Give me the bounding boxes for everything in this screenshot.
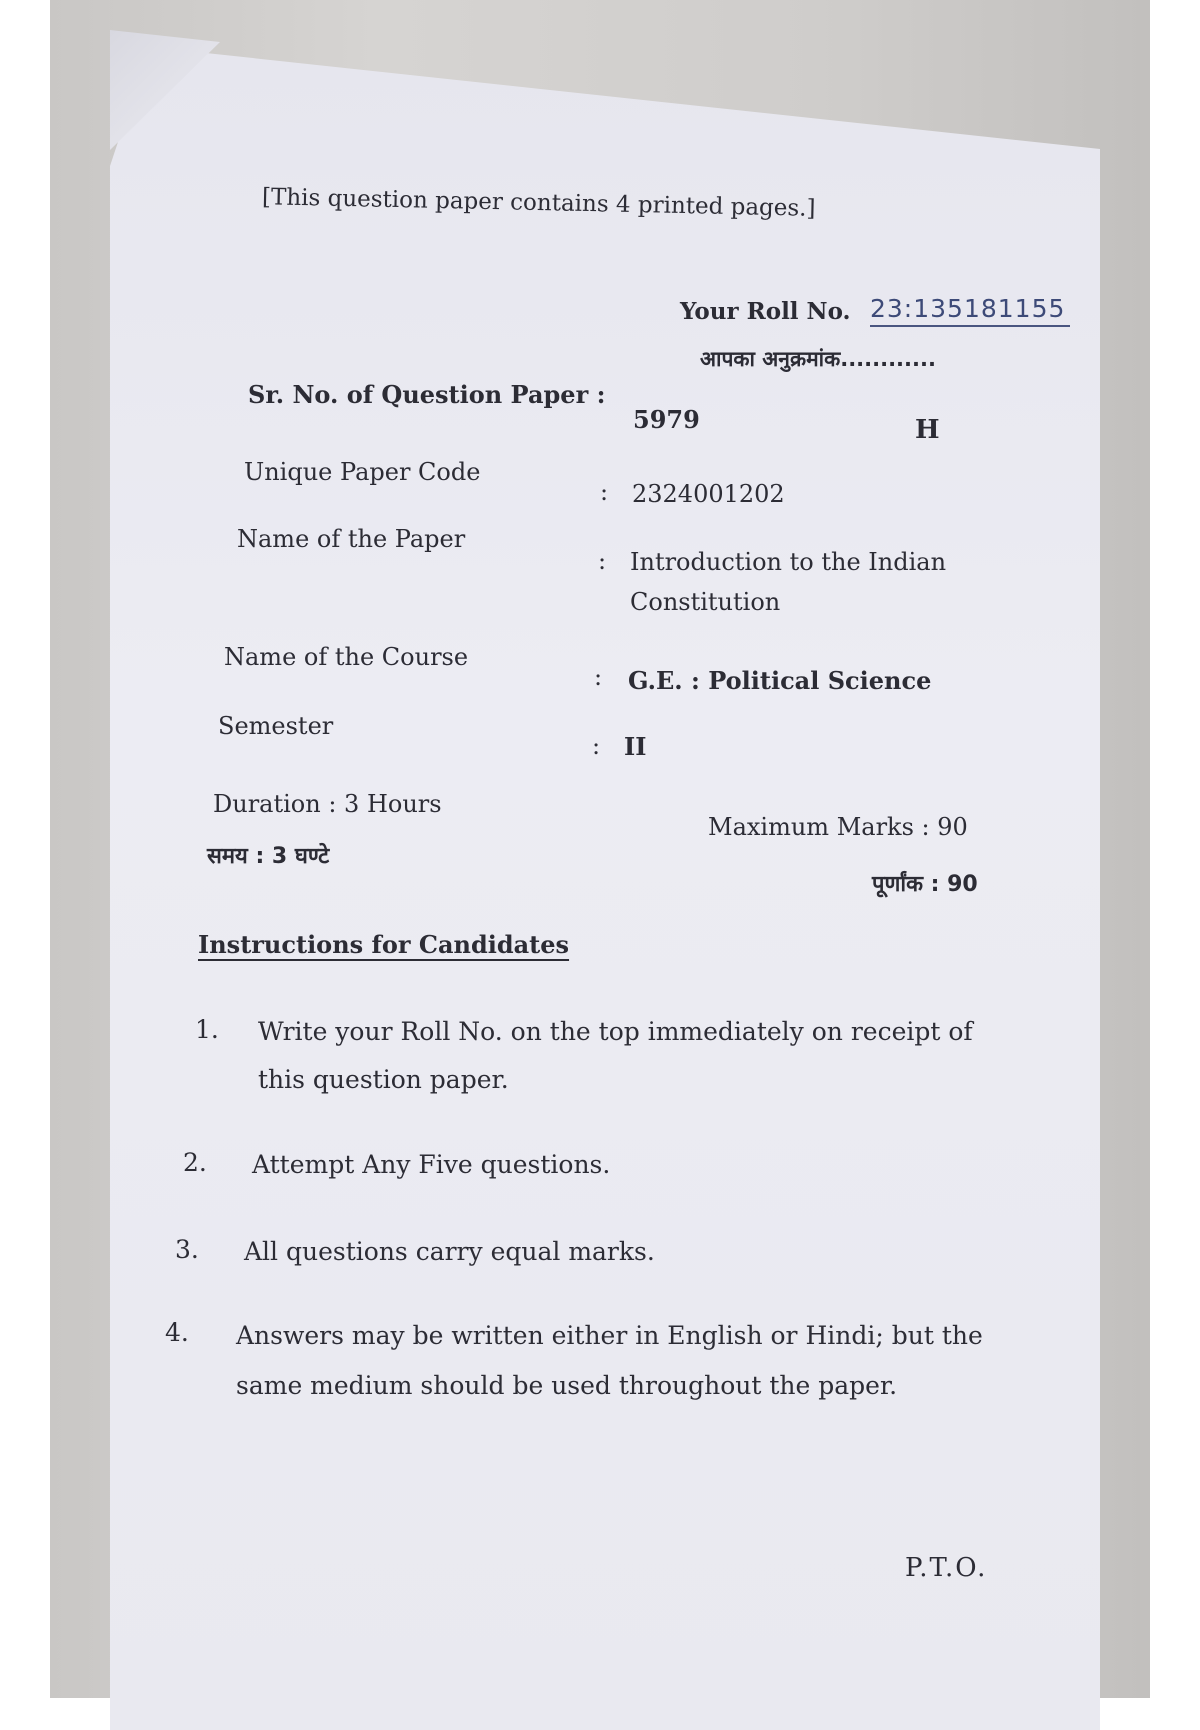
roll-number-label-hindi: आपका अनुक्रमांक............: [700, 347, 936, 371]
duration-english: Duration : 3 Hours: [213, 790, 442, 818]
instruction-number: 1.: [195, 1015, 219, 1044]
instruction-text: Write your Roll No. on the top immediately on receipt of this question paper.: [258, 1017, 973, 1094]
duration-hindi: समय : 3 घण्टे: [207, 844, 330, 869]
sr-no-label: Sr. No. of Question Paper :: [248, 380, 606, 409]
roll-number-handwritten: 23:135181155: [870, 294, 1070, 327]
course-colon: :: [594, 663, 603, 691]
course-value: G.E. : Political Science: [628, 666, 932, 695]
course-label: Name of the Course: [224, 643, 469, 671]
pto-marker: P.T.O.: [905, 1553, 988, 1583]
max-marks-english: Maximum Marks : 90: [708, 813, 968, 841]
paper-name-colon: :: [598, 547, 607, 575]
paper-name-value: Introduction to the Indian Constitution: [630, 548, 947, 616]
paper-name-label: Name of the Paper: [237, 525, 466, 553]
roll-number-label: Your Roll No.: [680, 298, 851, 325]
semester-label: Semester: [218, 712, 334, 740]
instruction-text: Answers may be written either in English or Hindi; but the same medium should be used throughout the paper.: [236, 1321, 983, 1400]
semester-colon: :: [592, 732, 601, 760]
instruction-text: All questions carry equal marks.: [244, 1237, 655, 1266]
pages-note: [This question paper contains 4 printed pages.]: [261, 184, 816, 222]
instruction-number: 3.: [175, 1235, 199, 1264]
instruction-number: 2.: [183, 1148, 207, 1177]
max-marks-hindi: पूर्णांक : 90: [872, 872, 978, 897]
instructions-heading: Instructions for Candidates: [198, 930, 570, 959]
set-letter: H: [915, 415, 940, 445]
upc-value: 2324001202: [632, 480, 785, 508]
instruction-number: 4.: [165, 1318, 189, 1347]
instruction-text: Attempt Any Five questions.: [252, 1150, 611, 1179]
upc-label: Unique Paper Code: [244, 458, 481, 486]
sr-no-value: 5979: [633, 405, 700, 434]
upc-colon: :: [600, 478, 609, 506]
semester-value: II: [624, 732, 647, 761]
